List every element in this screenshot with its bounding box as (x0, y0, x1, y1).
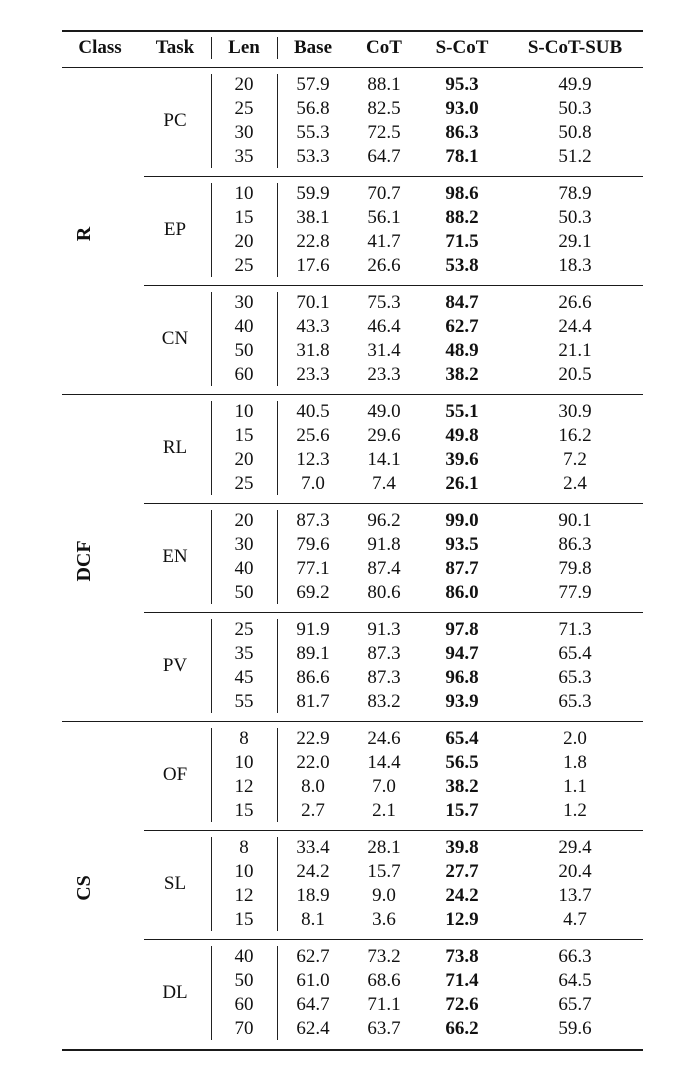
cell-len: 25 (234, 254, 254, 276)
cell-base: 8.1 (301, 908, 325, 930)
cell-len: 50 (234, 969, 254, 991)
cell-cot: 23.3 (367, 363, 401, 385)
cell-sub: 65.7 (558, 993, 592, 1015)
cell-base: 33.4 (296, 837, 330, 858)
cell-cot: 2.1 (372, 799, 396, 821)
cell-cot: 3.6 (372, 908, 396, 930)
header-scot: S-CoT (435, 37, 489, 58)
cell-scot: 78.1 (445, 145, 479, 167)
cell-len: 10 (234, 401, 254, 422)
cell-len: 8 (239, 837, 249, 858)
block-rule (144, 612, 643, 613)
cell-cot: 15.7 (367, 860, 401, 882)
cell-sub: 4.7 (563, 908, 587, 930)
cell-cot: 49.0 (367, 401, 401, 422)
task-label: OF (162, 763, 188, 785)
cell-cot: 56.1 (367, 206, 401, 228)
cell-scot: 49.8 (445, 424, 479, 446)
cell-scot: 24.2 (445, 884, 479, 906)
cell-cot: 71.1 (367, 993, 401, 1015)
cell-len: 20 (234, 448, 254, 470)
cell-len: 70 (234, 1017, 254, 1039)
cell-scot: 66.2 (445, 1017, 479, 1039)
cell-len: 12 (234, 884, 254, 906)
cell-sub: 20.4 (558, 860, 592, 882)
cell-len: 60 (234, 363, 254, 385)
cell-scot: 94.7 (445, 642, 479, 664)
cell-sub: 29.4 (558, 837, 592, 858)
cell-cot: 29.6 (367, 424, 401, 446)
header-separator (277, 37, 278, 59)
cell-len: 20 (234, 510, 254, 531)
cell-sub: 51.2 (558, 145, 592, 167)
cell-len: 55 (234, 690, 254, 712)
block-rule (144, 176, 643, 177)
task-label: RL (162, 436, 188, 458)
cell-cot: 14.1 (367, 448, 401, 470)
cell-cot: 87.3 (367, 666, 401, 688)
cell-sub: 29.1 (558, 230, 592, 252)
cell-scot: 88.2 (445, 206, 479, 228)
cell-base: 56.8 (296, 97, 330, 119)
header-rule (62, 67, 643, 68)
block-rule (144, 939, 643, 940)
cell-len: 10 (234, 860, 254, 882)
cell-cot: 14.4 (367, 751, 401, 773)
task-label: PC (163, 109, 187, 131)
cell-base: 62.7 (296, 946, 330, 967)
class-label: DCF (73, 539, 95, 582)
group-rule (62, 721, 643, 722)
cell-cot: 46.4 (367, 315, 401, 337)
cell-sub: 49.9 (558, 74, 592, 95)
cell-cot: 80.6 (367, 581, 401, 603)
task-label: EN (162, 545, 188, 567)
cell-cot: 31.4 (367, 339, 401, 361)
cell-sub: 90.1 (558, 510, 592, 531)
cell-cot: 7.4 (372, 472, 396, 494)
cell-cot: 24.6 (367, 728, 401, 749)
cell-sub: 59.6 (558, 1017, 592, 1039)
cell-cot: 41.7 (367, 230, 401, 252)
cell-base: 86.6 (296, 666, 330, 688)
cell-base: 87.3 (296, 510, 330, 531)
cell-sub: 16.2 (558, 424, 592, 446)
cell-base: 40.5 (296, 401, 330, 422)
cell-scot: 97.8 (445, 619, 479, 640)
cell-cot: 72.5 (367, 121, 401, 143)
cell-sub: 66.3 (558, 946, 592, 967)
cell-sub: 26.6 (558, 292, 592, 313)
cell-sub: 79.8 (558, 557, 592, 579)
cell-cot: 91.3 (367, 619, 401, 640)
cell-len: 10 (234, 183, 254, 204)
cell-len: 25 (234, 472, 254, 494)
cell-base: 31.8 (296, 339, 330, 361)
cell-scot: 99.0 (445, 510, 479, 531)
cell-cot: 91.8 (367, 533, 401, 555)
cell-len: 40 (234, 315, 254, 337)
cell-len: 15 (234, 908, 254, 930)
cell-scot: 26.1 (445, 472, 479, 494)
cell-cot: 96.2 (367, 510, 401, 531)
cell-len: 35 (234, 642, 254, 664)
cell-base: 69.2 (296, 581, 330, 603)
cell-scot: 56.5 (445, 751, 479, 773)
cell-len: 50 (234, 339, 254, 361)
cell-sub: 77.9 (558, 581, 592, 603)
header-separator (211, 37, 212, 59)
cell-base: 81.7 (296, 690, 330, 712)
cell-scot: 55.1 (445, 401, 479, 422)
cell-scot: 84.7 (445, 292, 479, 313)
cell-sub: 2.4 (563, 472, 587, 494)
cell-scot: 27.7 (445, 860, 479, 882)
cell-scot: 71.5 (445, 230, 479, 252)
cell-base: 53.3 (296, 145, 330, 167)
cell-len: 30 (234, 533, 254, 555)
header-class: Class (78, 37, 122, 58)
cell-scot: 12.9 (445, 908, 479, 930)
header-task: Task (155, 37, 195, 58)
cell-cot: 75.3 (367, 292, 401, 313)
cell-base: 24.2 (296, 860, 330, 882)
cell-cot: 26.6 (367, 254, 401, 276)
cell-sub: 86.3 (558, 533, 592, 555)
cell-cot: 7.0 (372, 775, 396, 797)
cell-base: 43.3 (296, 315, 330, 337)
cell-scot: 39.6 (445, 448, 479, 470)
cell-base: 64.7 (296, 993, 330, 1015)
cell-len: 12 (234, 775, 254, 797)
cell-cot: 68.6 (367, 969, 401, 991)
cell-sub: 71.3 (558, 619, 592, 640)
cell-base: 2.7 (301, 799, 325, 821)
cell-len: 20 (234, 74, 254, 95)
task-label: PV (162, 654, 188, 676)
cell-cot: 88.1 (367, 74, 401, 95)
cell-scot: 38.2 (445, 363, 479, 385)
cell-len: 15 (234, 424, 254, 446)
cell-sub: 1.1 (563, 775, 587, 797)
cell-base: 12.3 (296, 448, 330, 470)
cell-base: 62.4 (296, 1017, 330, 1039)
cell-len: 10 (234, 751, 254, 773)
block-rule (144, 503, 643, 504)
cell-base: 17.6 (296, 254, 330, 276)
top-rule (62, 30, 643, 32)
cell-cot: 87.4 (367, 557, 401, 579)
cell-base: 8.0 (301, 775, 325, 797)
cell-len: 25 (234, 97, 254, 119)
task-label: CN (161, 327, 189, 349)
cell-len: 30 (234, 292, 254, 313)
cell-scot: 95.3 (445, 74, 479, 95)
class-label: CS (73, 874, 95, 901)
cell-sub: 18.3 (558, 254, 592, 276)
group-rule (62, 394, 643, 395)
cell-scot: 48.9 (445, 339, 479, 361)
cell-sub: 65.3 (558, 666, 592, 688)
cell-sub: 30.9 (558, 401, 592, 422)
cell-scot: 86.3 (445, 121, 479, 143)
cell-scot: 39.8 (445, 837, 479, 858)
cell-sub: 7.2 (563, 448, 587, 470)
header-base: Base (294, 37, 332, 58)
cell-scot: 62.7 (445, 315, 479, 337)
task-label: DL (162, 981, 188, 1003)
bottom-rule (62, 1049, 643, 1051)
header-len: Len (228, 37, 260, 58)
cell-base: 25.6 (296, 424, 330, 446)
task-label: SL (163, 872, 187, 894)
cell-scot: 98.6 (445, 183, 479, 204)
cell-sub: 2.0 (563, 728, 587, 749)
header-scotsub: S-CoT-SUB (527, 37, 623, 58)
cell-base: 18.9 (296, 884, 330, 906)
cell-base: 59.9 (296, 183, 330, 204)
cell-sub: 50.3 (558, 97, 592, 119)
cell-base: 57.9 (296, 74, 330, 95)
cell-base: 23.3 (296, 363, 330, 385)
cell-scot: 72.6 (445, 993, 479, 1015)
cell-cot: 28.1 (367, 837, 401, 858)
cell-sub: 1.8 (563, 751, 587, 773)
header-cot: CoT (366, 37, 402, 58)
cell-sub: 65.4 (558, 642, 592, 664)
block-rule (144, 285, 643, 286)
cell-scot: 86.0 (445, 581, 479, 603)
cell-len: 30 (234, 121, 254, 143)
cell-scot: 53.8 (445, 254, 479, 276)
cell-base: 22.9 (296, 728, 330, 749)
cell-cot: 63.7 (367, 1017, 401, 1039)
cell-sub: 21.1 (558, 339, 592, 361)
cell-base: 22.8 (296, 230, 330, 252)
cell-scot: 93.0 (445, 97, 479, 119)
class-label: R (73, 226, 95, 241)
cell-scot: 96.8 (445, 666, 479, 688)
cell-cot: 87.3 (367, 642, 401, 664)
cell-base: 70.1 (296, 292, 330, 313)
cell-base: 91.9 (296, 619, 330, 640)
cell-len: 60 (234, 993, 254, 1015)
cell-scot: 71.4 (445, 969, 479, 991)
cell-base: 61.0 (296, 969, 330, 991)
cell-base: 79.6 (296, 533, 330, 555)
cell-sub: 64.5 (558, 969, 592, 991)
cell-cot: 64.7 (367, 145, 401, 167)
cell-base: 38.1 (296, 206, 330, 228)
cell-cot: 82.5 (367, 97, 401, 119)
cell-len: 8 (239, 728, 249, 749)
cell-sub: 65.3 (558, 690, 592, 712)
task-label: EP (163, 218, 187, 240)
cell-sub: 1.2 (563, 799, 587, 821)
cell-cot: 73.2 (367, 946, 401, 967)
cell-sub: 20.5 (558, 363, 592, 385)
cell-base: 55.3 (296, 121, 330, 143)
cell-cot: 70.7 (367, 183, 401, 204)
block-rule (144, 830, 643, 831)
cell-cot: 9.0 (372, 884, 396, 906)
cell-len: 25 (234, 619, 254, 640)
cell-len: 50 (234, 581, 254, 603)
cell-base: 89.1 (296, 642, 330, 664)
cell-sub: 50.3 (558, 206, 592, 228)
cell-len: 40 (234, 946, 254, 967)
cell-sub: 24.4 (558, 315, 592, 337)
cell-len: 15 (234, 799, 254, 821)
cell-scot: 73.8 (445, 946, 479, 967)
cell-sub: 50.8 (558, 121, 592, 143)
cell-len: 15 (234, 206, 254, 228)
cell-scot: 93.5 (445, 533, 479, 555)
cell-scot: 65.4 (445, 728, 479, 749)
cell-sub: 78.9 (558, 183, 592, 204)
cell-base: 22.0 (296, 751, 330, 773)
cell-len: 40 (234, 557, 254, 579)
cell-sub: 13.7 (558, 884, 592, 906)
cell-scot: 38.2 (445, 775, 479, 797)
cell-cot: 83.2 (367, 690, 401, 712)
cell-scot: 15.7 (445, 799, 479, 821)
cell-scot: 93.9 (445, 690, 479, 712)
cell-scot: 87.7 (445, 557, 479, 579)
cell-base: 7.0 (301, 472, 325, 494)
cell-len: 35 (234, 145, 254, 167)
cell-len: 45 (234, 666, 254, 688)
cell-base: 77.1 (296, 557, 330, 579)
cell-len: 20 (234, 230, 254, 252)
